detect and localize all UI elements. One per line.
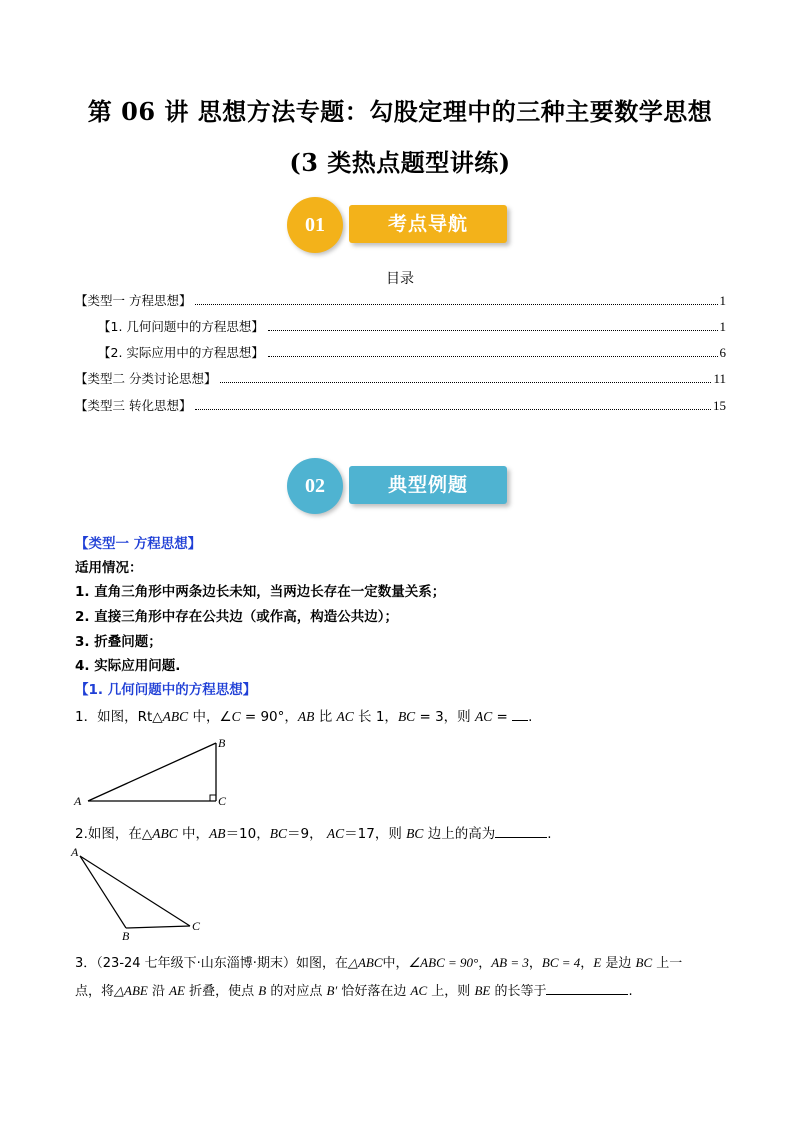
question-3-line-2: 点，将△ABE 沿 AE 折叠，使点 B 的对应点 B′ 恰好落在边 AC 上，则 BE 的长等于 .: [75, 983, 633, 999]
toc-item-label: 【类型二 分类讨论思想】: [75, 371, 217, 386]
toc-item[interactable]: [75, 396, 726, 414]
side-ab: [80, 856, 126, 928]
toc-item-label: 【2. 实际应用中的方程思想】: [98, 345, 264, 360]
question-3-line-1: 3．（23-24 七年级下·山东淄博·期末）如图，在△ABC中，∠ABC = 90°，AB = 3，BC = 4，E 是边 BC 上一: [75, 955, 683, 971]
badge-02-label: 典型例题: [349, 466, 507, 504]
toc-item-page: 1: [719, 293, 726, 308]
toc-leader-dots: [268, 330, 718, 331]
toc-item[interactable]: [98, 343, 726, 361]
badge-01-label: 考点导航: [349, 205, 507, 243]
vertex-label-b: B: [218, 736, 226, 750]
toc-item-page: 6: [719, 345, 726, 360]
toc-item-page: 11: [713, 371, 726, 386]
side-bc: [126, 926, 190, 928]
condition-item: 4. 实际应用问题.: [75, 658, 181, 674]
side-ab: [88, 743, 216, 801]
toc-item-label: 【类型三 转化思想】: [75, 398, 192, 413]
toc-leader-dots: [268, 356, 718, 357]
section-badge-01: [287, 197, 517, 253]
figure-obtuse-triangle: [68, 842, 208, 942]
toc-leader-dots: [195, 304, 717, 305]
toc-item-page: 1: [719, 319, 726, 334]
sub-heading: 【1. 几何问题中的方程思想】: [75, 682, 257, 698]
vertex-label-c: C: [192, 919, 201, 933]
right-angle-mark: [210, 795, 216, 801]
answer-blank[interactable]: [495, 837, 547, 838]
page-title: 第 06 讲 思想方法专题：勾股定理中的三种主要数学思想: [87, 97, 713, 126]
badge-02-number: 02: [287, 458, 343, 514]
answer-blank[interactable]: [512, 720, 528, 721]
page-subtitle: (3 类热点题型讲练): [289, 148, 511, 177]
type-heading: 【类型一 方程思想】: [75, 536, 202, 552]
question-1: 1．如图，Rt△ABC 中，∠C = 90°，AB 比 AC 长 1，BC = 3，则 AC = .: [75, 709, 533, 725]
side-ac: [80, 856, 190, 926]
applicable-label: 适用情况：: [75, 560, 143, 576]
vertex-label-b: B: [122, 929, 130, 942]
toc-item[interactable]: [75, 369, 726, 387]
answer-blank[interactable]: [546, 994, 628, 995]
condition-item: 1. 直角三角形中两条边长未知，当两边长存在一定数量关系；: [75, 584, 446, 600]
toc-item[interactable]: [98, 317, 726, 335]
vertex-label-a: A: [71, 845, 79, 859]
section-badge-02: [287, 458, 517, 514]
toc-leader-dots: [220, 382, 711, 383]
vertex-label-a: A: [74, 794, 82, 808]
question-2: 2.如图，在△ABC 中，AB＝10，BC＝9， AC＝17，则 BC 边上的高为 .: [75, 826, 552, 842]
toc-item[interactable]: [75, 291, 726, 309]
figure-right-triangle: [70, 735, 240, 810]
toc-item-page: 15: [713, 398, 726, 413]
toc-leader-dots: [195, 409, 711, 410]
badge-01-number: 01: [287, 197, 343, 253]
condition-item: 3. 折叠问题；: [75, 634, 162, 650]
vertex-label-c: C: [218, 794, 227, 808]
condition-item: 2. 直接三角形中存在公共边（或作高，构造公共边）；: [75, 609, 398, 625]
toc-item-label: 【1. 几何问题中的方程思想】: [98, 319, 264, 334]
toc-heading: 目录: [386, 271, 414, 287]
toc-item-label: 【类型一 方程思想】: [75, 293, 192, 308]
